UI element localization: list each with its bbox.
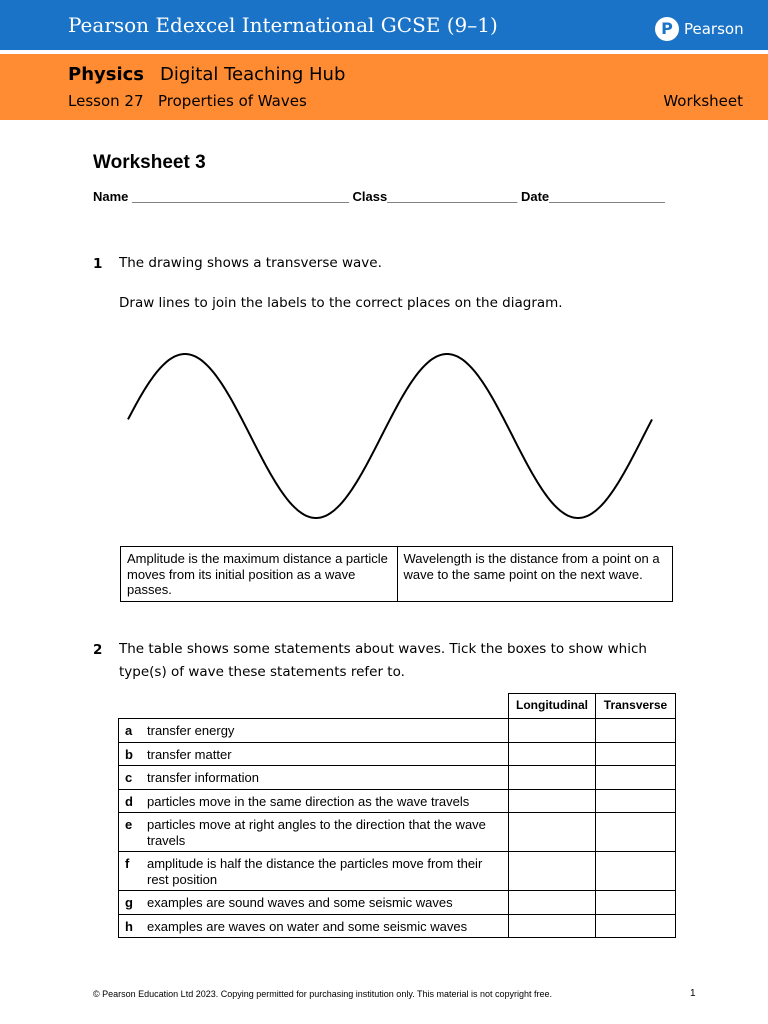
- transverse-tick-box[interactable]: [596, 719, 676, 743]
- longitudinal-tick-box[interactable]: [509, 766, 596, 790]
- statement-letter: c: [125, 770, 133, 785]
- column-longitudinal: Longitudinal: [509, 694, 596, 719]
- table-row: [119, 852, 676, 891]
- subject-banner: [0, 50, 768, 120]
- longitudinal-tick-box[interactable]: [509, 789, 596, 813]
- transverse-tick-box[interactable]: [596, 789, 676, 813]
- table-row: [119, 719, 676, 743]
- worksheet-title: Worksheet 3: [93, 152, 206, 173]
- statement-cell: [119, 719, 509, 743]
- page-number: 1: [690, 988, 696, 999]
- statement-letter: a: [125, 723, 133, 738]
- document-type: Worksheet: [663, 92, 743, 110]
- statement-cell: [119, 789, 509, 813]
- table-row: [119, 891, 676, 915]
- transverse-tick-box[interactable]: [596, 813, 676, 852]
- question-1-intro: The drawing shows a transverse wave.: [119, 255, 382, 271]
- statement-text: transfer information: [147, 770, 259, 785]
- statement-text: examples are waves on water and some seismic waves: [147, 918, 468, 934]
- statement-letter: d: [125, 793, 133, 809]
- table-corner: [119, 694, 509, 719]
- transverse-tick-box[interactable]: [596, 852, 676, 891]
- statement-letter: e: [125, 817, 133, 832]
- longitudinal-tick-box[interactable]: [509, 852, 596, 891]
- pearson-logo-text: Pearson: [684, 20, 744, 38]
- statement-letter: b: [125, 746, 133, 762]
- statement-text: amplitude is half the distance the particles move from their rest position: [147, 856, 483, 887]
- table-row: [119, 742, 676, 766]
- pearson-logo: [655, 16, 744, 42]
- question-1-number: 1: [93, 256, 103, 272]
- column-transverse: Transverse: [596, 694, 676, 719]
- subject-name: Physics: [68, 64, 145, 85]
- qualification-title: Pearson Edexcel International GCSE (9–1): [68, 13, 498, 37]
- transverse-tick-box[interactable]: [596, 742, 676, 766]
- pearson-logo-icon: P: [655, 17, 679, 41]
- longitudinal-tick-box[interactable]: [509, 719, 596, 743]
- wave-curve: [128, 354, 652, 518]
- statement-cell: [119, 813, 509, 852]
- statement-text: transfer matter: [147, 746, 232, 762]
- statement-cell: [119, 914, 509, 938]
- statement-cell: [119, 766, 509, 790]
- table-row: [119, 914, 676, 938]
- statement-cell: [119, 891, 509, 915]
- statement-text: particles move at right angles to the direction that the wave travels: [147, 817, 486, 848]
- longitudinal-tick-box[interactable]: [509, 891, 596, 915]
- question-2-text: The table shows some statements about waves. Tick the boxes to show which type(s) of wave these statements refer to.: [119, 641, 647, 680]
- longitudinal-tick-box[interactable]: [509, 742, 596, 766]
- transverse-tick-box[interactable]: [596, 766, 676, 790]
- question-1-instruction: Draw lines to join the labels to the correct places on the diagram.: [119, 295, 563, 311]
- longitudinal-tick-box[interactable]: [509, 813, 596, 852]
- amplitude-label[interactable]: Amplitude is the maximum distance a particle moves from its initial position as a wave passes.: [127, 551, 388, 597]
- question-2-number: 2: [93, 642, 103, 658]
- transverse-wave-diagram: [118, 340, 663, 530]
- copyright-footer: © Pearson Education Ltd 2023. Copying permitted for purchasing institution only. This material is not copyright free.: [93, 989, 553, 999]
- lesson-title: Properties of Waves: [158, 92, 307, 110]
- name-class-date-row: Name ______________________________ Class__________________ Date________________: [93, 189, 665, 204]
- lesson-number: Lesson 27: [68, 92, 144, 110]
- statement-text: examples are sound waves and some seismic waves: [147, 895, 453, 910]
- statement-letter: f: [125, 856, 130, 871]
- statement-text: transfer energy: [147, 723, 235, 738]
- label-boxes: [120, 546, 673, 602]
- longitudinal-tick-box[interactable]: [509, 914, 596, 938]
- statement-text: particles move in the same direction as the wave travels: [147, 793, 470, 809]
- table-row: [119, 789, 676, 813]
- table-row: [119, 766, 676, 790]
- table-row: [119, 813, 676, 852]
- top-banner: [0, 0, 768, 50]
- wave-statements-table: [118, 693, 676, 938]
- statement-cell: [119, 742, 509, 766]
- statement-cell: [119, 852, 509, 891]
- transverse-tick-box[interactable]: [596, 914, 676, 938]
- hub-name: Digital Teaching Hub: [160, 64, 346, 85]
- statement-letter: g: [125, 895, 133, 910]
- transverse-tick-box[interactable]: [596, 891, 676, 915]
- statement-letter: h: [125, 918, 133, 934]
- wavelength-label[interactable]: Wavelength is the distance from a point on a wave to the same point on the next wave.: [397, 547, 673, 601]
